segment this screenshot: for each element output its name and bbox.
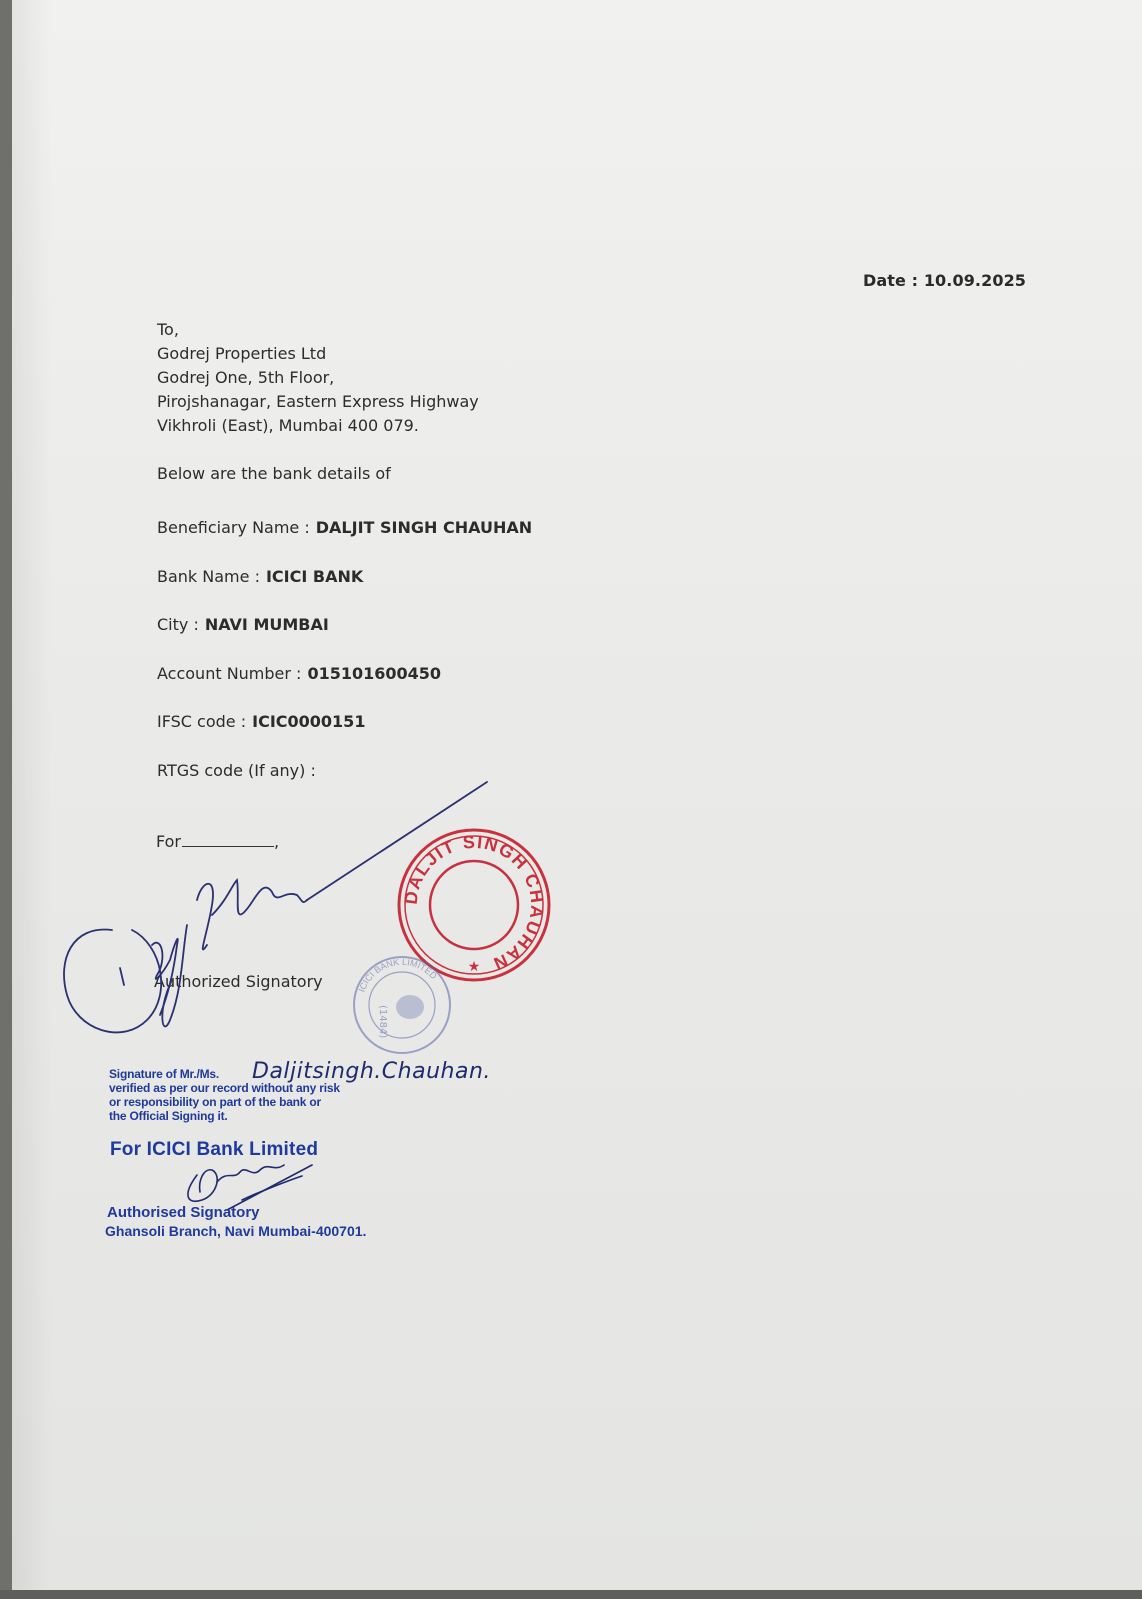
city-field bbox=[157, 615, 329, 634]
bank-note-line-3: or responsibility on part of the bank or bbox=[109, 1095, 322, 1109]
handwritten-verified-name: Daljitsingh.Chauhan. bbox=[252, 1059, 491, 1084]
page-shadow bbox=[12, 0, 52, 1590]
bank-stamp-signatory: Authorised Signatory bbox=[107, 1204, 260, 1221]
handwritten-signature-daljit bbox=[64, 782, 487, 1032]
beneficiary-field bbox=[157, 518, 532, 537]
intro-text: Below are the bank details of bbox=[157, 464, 391, 483]
city-value: NAVI MUMBAI bbox=[204, 615, 329, 634]
icici-logo-icon bbox=[396, 995, 424, 1019]
for-line bbox=[156, 832, 279, 851]
ifsc-label: IFSC code : bbox=[157, 712, 247, 731]
bank-name-label: Bank Name : bbox=[157, 567, 260, 586]
ifsc-value: ICIC0000151 bbox=[252, 712, 366, 731]
round-stamp-text: DALJIT SINGH CHAUHAN bbox=[400, 831, 548, 975]
account-number-field bbox=[157, 664, 441, 683]
authorized-signatory-label: Authorized Signatory bbox=[154, 972, 323, 991]
beneficiary-value: DALJIT SINGH CHAUHAN bbox=[315, 518, 533, 537]
bank-note-line-1: Signature of Mr./Ms. bbox=[109, 1067, 220, 1081]
salutation-to: To, bbox=[157, 320, 179, 339]
bank-name-value: ICICI BANK bbox=[265, 567, 364, 586]
bank-note-line-4: the Official Signing it. bbox=[109, 1109, 228, 1123]
bank-seal-code: (1484) bbox=[377, 1005, 388, 1039]
addressee-line-4: Vikhroli (East), Mumbai 400 079. bbox=[157, 416, 419, 435]
for-label: For bbox=[156, 832, 181, 851]
bank-stamp-title: For ICICI Bank Limited bbox=[110, 1139, 319, 1160]
letter-page bbox=[12, 0, 1142, 1590]
addressee-line-1: Godrej Properties Ltd bbox=[157, 344, 327, 363]
letter-date: Date : 10.09.2025 bbox=[863, 271, 1027, 290]
for-suffix: , bbox=[274, 832, 280, 851]
for-blank bbox=[182, 846, 274, 847]
addressee-line-3: Pirojshanagar, Eastern Express Highway bbox=[157, 392, 479, 411]
round-stamp bbox=[399, 830, 549, 980]
beneficiary-label: Beneficiary Name : bbox=[157, 518, 310, 537]
table-surface bbox=[0, 1590, 1142, 1599]
signatures-and-stamps bbox=[12, 0, 1142, 1590]
addressee-line-2: Godrej One, 5th Floor, bbox=[157, 368, 335, 387]
ifsc-field bbox=[157, 712, 365, 731]
bank-stamp-branch: Ghansoli Branch, Navi Mumbai-400701. bbox=[105, 1223, 367, 1239]
stamp-star-icon: ★ bbox=[467, 959, 481, 975]
bank-note-line-2: verified as per our record without any risk bbox=[109, 1081, 340, 1095]
city-label: City : bbox=[157, 615, 199, 634]
bank-seal bbox=[354, 957, 450, 1053]
bank-seal-text: ICICI BANK LIMITED bbox=[356, 956, 439, 994]
rtgs-field bbox=[157, 761, 322, 780]
bank-name-field bbox=[157, 567, 363, 586]
account-number-value: 015101600450 bbox=[307, 664, 442, 683]
rtgs-label: RTGS code (If any) : bbox=[157, 761, 316, 780]
account-number-label: Account Number : bbox=[157, 664, 302, 683]
